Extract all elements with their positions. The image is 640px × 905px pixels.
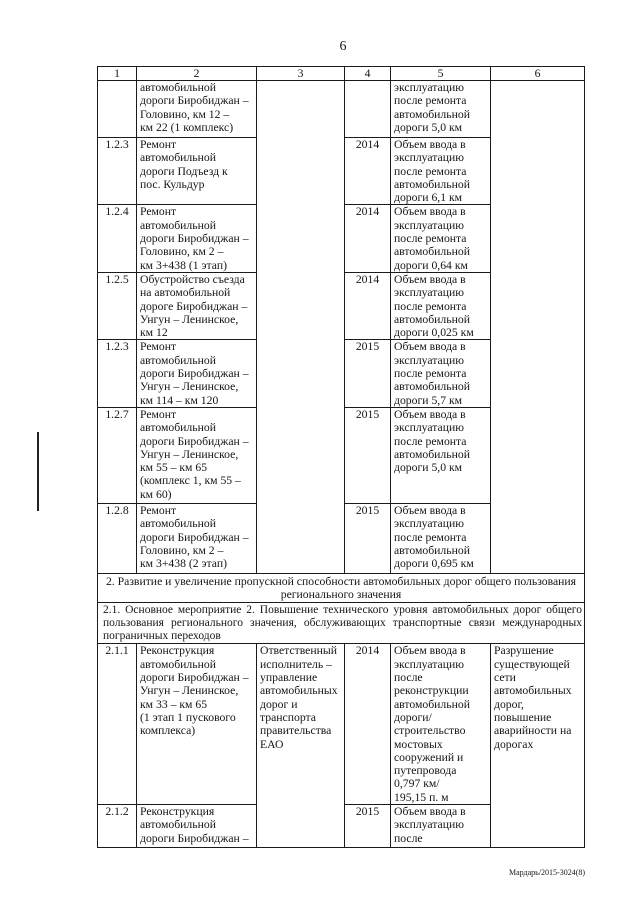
cell-name: Ремонт автомобильной дороги Подъезд к пос. Кульдур (137, 138, 257, 205)
column-header: 2 (137, 67, 257, 81)
column-header: 4 (345, 67, 391, 81)
cell-name: Обустройство съезда на автомобильной дороге Биробиджан – Унгун – Ленинское, км 12 (137, 272, 257, 339)
cell-year: 2014 (345, 644, 391, 805)
column-header: 3 (257, 67, 345, 81)
cell-executor (257, 81, 345, 574)
cell-result: Объем ввода в эксплуатацию после ремонта автомобильной дороги 6,1 км (391, 138, 491, 205)
cell-name: Ремонт автомобильной дороги Биробиджан – Унгун – Ленинское, км 55 – км 65 (комплекс 1, км 55 – км 60) (137, 407, 257, 503)
cell-result: Объем ввода в эксплуатацию после ремонта автомобильной дороги 0,64 км (391, 205, 491, 272)
cell-number: 1.2.8 (98, 503, 137, 573)
cell-number: 1.2.3 (98, 340, 137, 407)
margin-mark (37, 432, 39, 511)
cell-name: Реконструкция автомобильной дороги Биробиджан – Унгун – Ленинское, км 33 – км 65 (1 этап 1 пускового комплекса) (137, 644, 257, 805)
cell-name: автомобильной дороги Биробиджан – Головино, км 12 – км 22 (1 комплекс) (137, 81, 257, 138)
cell-year: 2014 (345, 205, 391, 272)
cell-executor: Ответственный исполнитель – управление автомобильных дорог и транспорта правительства ЕАО (257, 644, 345, 848)
subsection-row (98, 602, 585, 644)
cell-year: 2014 (345, 272, 391, 339)
cell-year: 2014 (345, 138, 391, 205)
cell-number: 1.2.7 (98, 407, 137, 503)
cell-number: 1.2.5 (98, 272, 137, 339)
cell-name: Ремонт автомобильной дороги Биробиджан – Унгун – Ленинское, км 114 – км 120 (137, 340, 257, 407)
column-header: 6 (491, 67, 585, 81)
table-row (98, 81, 585, 138)
table-header-row (98, 67, 585, 81)
cell-year: 2015 (345, 503, 391, 573)
cell-name: Реконструкция автомобильной дороги Биробиджан – (137, 804, 257, 847)
cell-number (98, 81, 137, 138)
cell-result: Объем ввода в эксплуатацию после ремонта автомобильной дороги 0,025 км (391, 272, 491, 339)
cell-number: 1.2.3 (98, 138, 137, 205)
cell-consequence: Разрушение существующей сети автомобильных дорог, повышение аварийности на дорогах (491, 644, 585, 848)
cell-year: 2015 (345, 407, 391, 503)
cell-result: Объем ввода в эксплуатацию после ремонта автомобильной дороги 5,7 км (391, 340, 491, 407)
section-row (98, 573, 585, 602)
cell-year: 2015 (345, 804, 391, 847)
cell-result: эксплуатацию после ремонта автомобильной дороги 5,0 км (391, 81, 491, 138)
cell-name: Ремонт автомобильной дороги Биробиджан – Головино, км 2 – км 3+438 (1 этап) (137, 205, 257, 272)
section-heading: 2. Развитие и увеличение пропускной способности автомобильных дорог общего пользования регионального значения (98, 573, 585, 602)
cell-year (345, 81, 391, 138)
cell-year: 2015 (345, 340, 391, 407)
cell-number: 2.1.1 (98, 644, 137, 805)
cell-result: Объем ввода в эксплуатацию после ремонта автомобильной дороги 0,695 км (391, 503, 491, 573)
page-number: 6 (339, 39, 347, 54)
cell-number: 2.1.2 (98, 804, 137, 847)
document-footer-code: Мардарь/2015-3024(8) (509, 868, 586, 877)
cell-result: Объем ввода в эксплуатацию после ремонта автомобильной дороги 5,0 км (391, 407, 491, 503)
cell-consequence (491, 81, 585, 574)
column-header: 5 (391, 67, 491, 81)
cell-result: Объем ввода в эксплуатацию после реконструкции автомобильной дороги/ строительство мостовых сооружений и путепровода 0,797 км/ 195,15 п. м (391, 644, 491, 805)
cell-number: 1.2.4 (98, 205, 137, 272)
column-header: 1 (98, 67, 137, 81)
subsection-heading: 2.1. Основное мероприятие 2. Повышение технического уровня автомобильных дорог общего пользования регионального значения, обслуживающих транспортные связи международных пограничных переходов (98, 602, 585, 644)
table-row (98, 644, 585, 805)
program-table (97, 66, 585, 848)
cell-result: Объем ввода в эксплуатацию после (391, 804, 491, 847)
cell-name: Ремонт автомобильной дороги Биробиджан – Головино, км 2 – км 3+438 (2 этап) (137, 503, 257, 573)
